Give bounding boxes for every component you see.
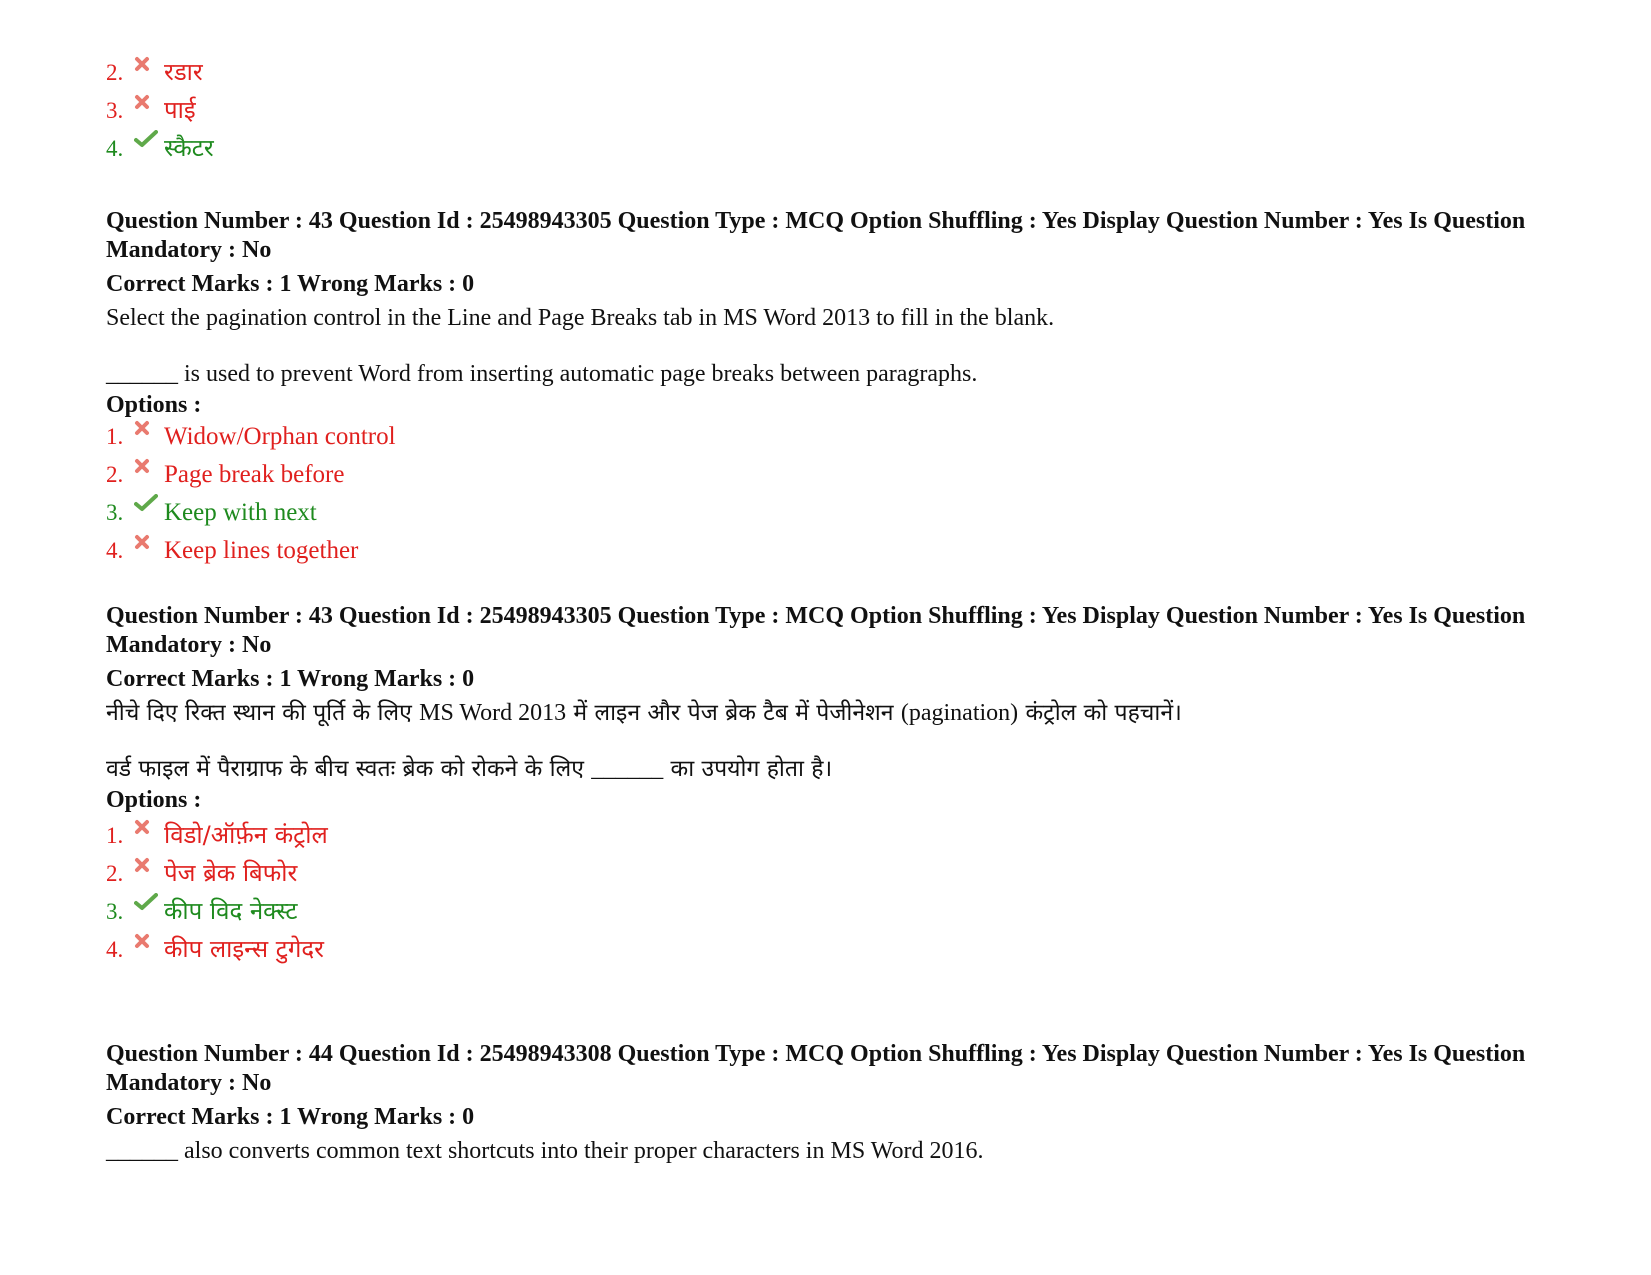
question-header: Question Number : 44 Question Id : 25498943308 Question Type : MCQ Option Shuffling : Yes Display Question Number : Yes Is Question Mandatory : No xyxy=(106,1041,1526,1096)
option-number: 3. xyxy=(106,899,124,924)
cross-icon xyxy=(134,534,164,550)
option-number: 2. xyxy=(106,861,124,886)
question-text: वर्ड फाइल में पैराग्राफ के बीच स्वतः ब्रेक को रोकने के लिए ______ का उपयोग होता है। xyxy=(106,756,833,782)
cross-icon xyxy=(134,933,164,949)
option-item xyxy=(106,932,1526,970)
check-icon xyxy=(134,494,164,512)
option-number: 3. xyxy=(106,500,124,525)
option-text: Keep lines together xyxy=(164,537,359,564)
check-icon xyxy=(134,130,164,148)
cross-icon xyxy=(134,857,164,873)
option-number: 3. xyxy=(106,98,124,123)
question-block-english xyxy=(106,207,1526,575)
option-text: Page break before xyxy=(164,461,345,488)
question-block-hindi xyxy=(106,602,1526,970)
cross-icon xyxy=(134,420,164,436)
question-block-next xyxy=(106,1040,1526,1167)
question-text: नीचे दिए रिक्त स्थान की पूर्ति के लिए MS Word 2013 में लाइन और पेज ब्रेक टैब में पेजीनेशन (pagination) कंट्रोल को पहचानें। xyxy=(106,700,1182,726)
question-header: Question Number : 43 Question Id : 25498943305 Question Type : MCQ Option Shuffling : Yes Display Question Number : Yes Is Question Mandatory : No xyxy=(106,603,1526,658)
option-item xyxy=(106,461,1526,499)
option-item xyxy=(106,499,1526,537)
option-text: स्कैटर xyxy=(164,134,214,162)
option-number: 4. xyxy=(106,937,124,962)
option-number: 4. xyxy=(106,538,124,563)
option-text: विडो/ऑर्फ़न कंट्रोल xyxy=(164,821,328,849)
question-header: Question Number : 43 Question Id : 25498943305 Question Type : MCQ Option Shuffling : Yes Display Question Number : Yes Is Question Mandatory : No xyxy=(106,208,1526,263)
option-item xyxy=(106,894,1526,932)
option-number: 1. xyxy=(106,823,124,848)
option-text: Widow/Orphan control xyxy=(164,423,396,450)
option-text: कीप लाइन्स टुगेदर xyxy=(164,935,324,963)
option-text: कीप विद नेक्स्ट xyxy=(164,897,298,925)
check-icon xyxy=(134,893,164,911)
option-item xyxy=(106,537,1526,575)
options-label: Options : xyxy=(106,787,202,813)
option-number: 1. xyxy=(106,424,124,449)
option-text: पेज ब्रेक बिफोर xyxy=(164,859,298,887)
option-number: 2. xyxy=(106,462,124,487)
option-item xyxy=(106,818,1526,856)
question-text: ______ is used to prevent Word from inserting automatic page breaks between paragraphs. xyxy=(106,361,978,387)
options-label: Options : xyxy=(106,392,202,418)
cross-icon xyxy=(134,94,164,110)
question-text: Select the pagination control in the Line and Page Breaks tab in MS Word 2013 to fill in the blank. xyxy=(106,305,1055,331)
option-item xyxy=(106,856,1526,894)
question-marks: Correct Marks : 1 Wrong Marks : 0 xyxy=(106,1104,475,1130)
option-text: पाई xyxy=(164,96,196,124)
option-item xyxy=(106,93,1526,131)
option-text: Keep with next xyxy=(164,499,317,526)
option-item xyxy=(106,423,1526,461)
cross-icon xyxy=(134,56,164,72)
option-item xyxy=(106,131,1526,169)
cross-icon xyxy=(134,458,164,474)
option-number: 4. xyxy=(106,136,124,161)
previous-question-options xyxy=(106,55,1526,169)
cross-icon xyxy=(134,819,164,835)
question-marks: Correct Marks : 1 Wrong Marks : 0 xyxy=(106,666,475,692)
option-item xyxy=(106,55,1526,93)
question-text: ______ also converts common text shortcuts into their proper characters in MS Word 2016. xyxy=(106,1138,984,1164)
option-number: 2. xyxy=(106,60,124,85)
question-marks: Correct Marks : 1 Wrong Marks : 0 xyxy=(106,271,475,297)
option-text: रडार xyxy=(164,58,203,86)
